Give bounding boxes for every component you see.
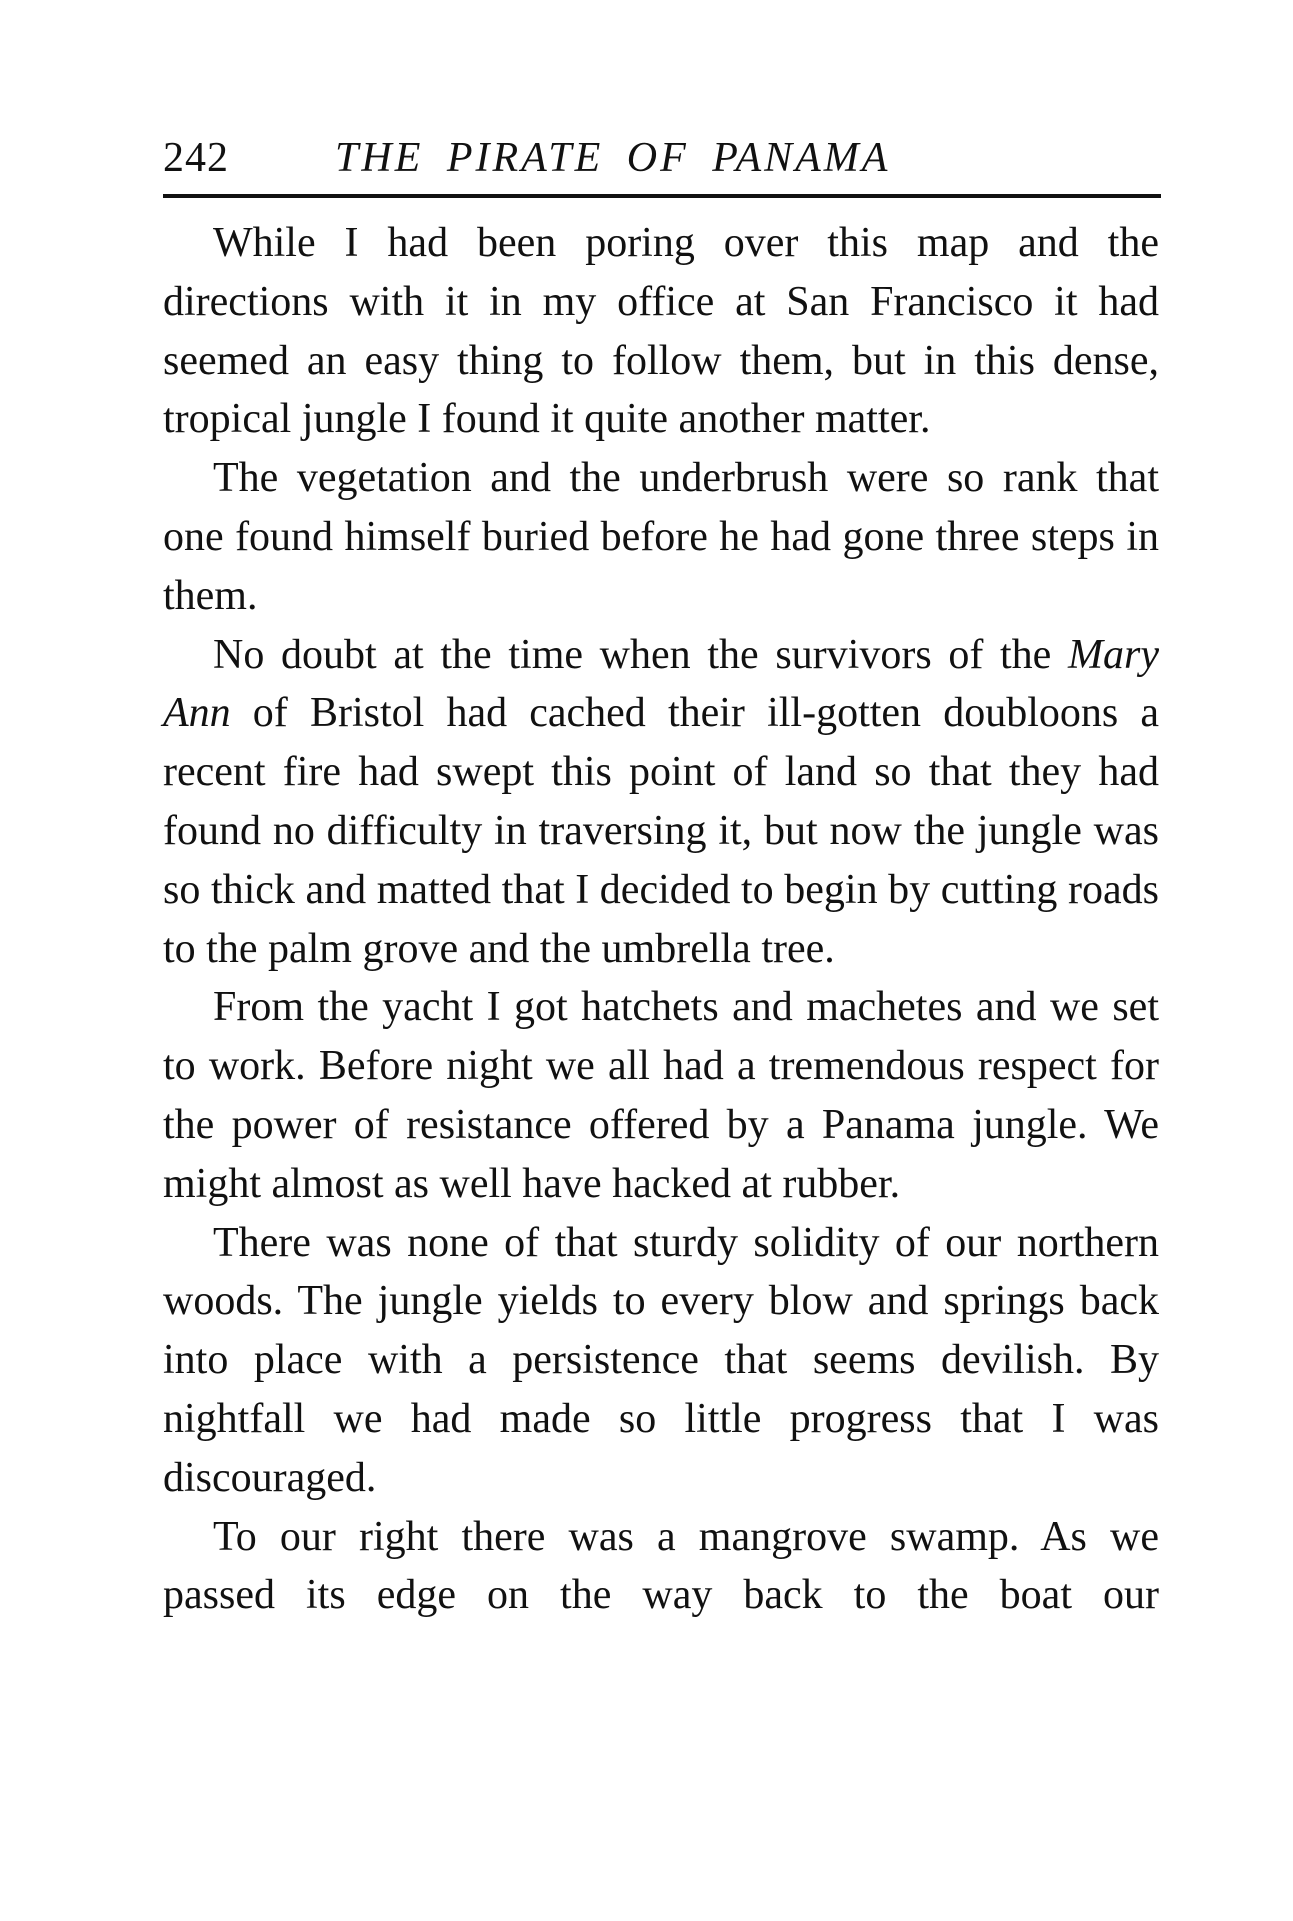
paragraph-3 (163, 626, 1159, 979)
paragraph-5: There was none of that sturdy solidity of our northern woods. The jungle yields to every blow and springs back into place with a persistence that seems devilish. By nightfall we had made so little progress that I was discouraged. (163, 1219, 1159, 1501)
ship-name: Mary Ann (163, 631, 1159, 737)
body-text (163, 214, 1159, 1625)
paragraph-4: From the yacht I got hatchets and machetes and we set to work. Before night we all had a tremendous respect for the power of resistance offered by a Panama jungle. We might almost as well have hacked at rubber. (163, 984, 1159, 1207)
paragraph-3-after-italic: of Bristol had cached their ill-gotten doubloons a recent fire had swept this point of land so that they had found no difficulty in traversing it, but now the jungle was so thick and matted that I decided to begin by cutting roads to the palm grove and the umbrella tree. (163, 690, 1159, 972)
header-rule (163, 194, 1161, 198)
paragraph-6: To our right there was a mangrove swamp. As we passed its edge on the way back to the boat our (163, 1513, 1159, 1619)
paragraph-1: While I had been poring over this map and the directions with it in my office at San Francisco it had seemed an easy thing to follow them, but in this dense, tropical jungle I found it quite another matter. (163, 220, 1159, 443)
page-number: 242 (163, 135, 229, 181)
running-head (163, 128, 1163, 188)
running-title: THE PIRATE OF PANAMA (335, 135, 891, 181)
paragraph-2: The vegetation and the underbrush were so rank that one found himself buried before he had gone three steps in them. (163, 455, 1159, 619)
paragraph-3-before-italic: No doubt at the time when the survivors of the (213, 631, 1069, 678)
